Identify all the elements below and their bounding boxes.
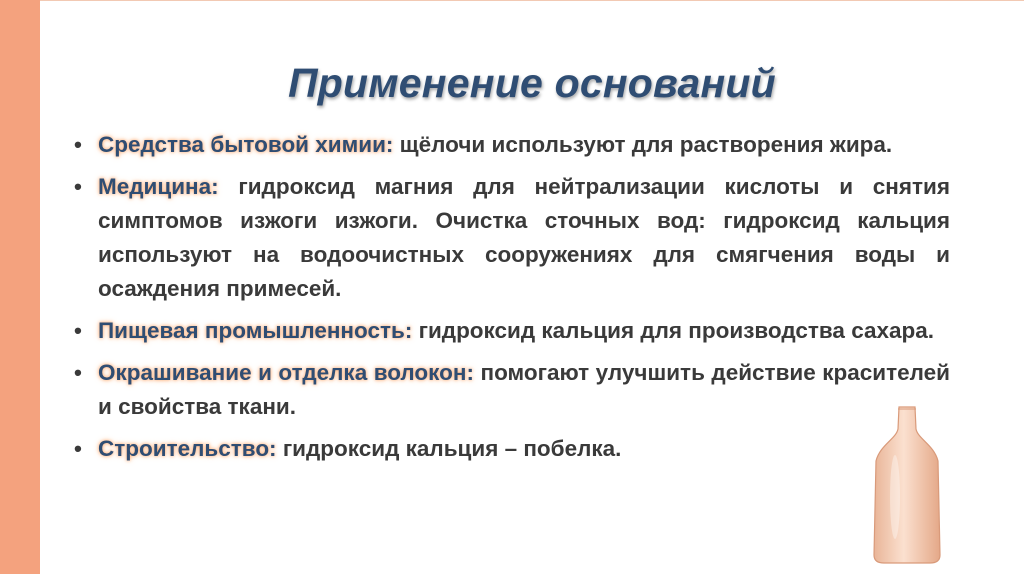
bullet-item-household-chemicals	[70, 128, 950, 162]
bullet-term: Строительство:	[98, 436, 277, 461]
bullet-term: Средства бытовой химии:	[98, 132, 394, 157]
bullet-item-medicine	[70, 170, 950, 306]
bullet-term: Медицина:	[98, 174, 219, 199]
bullet-dot-icon: •	[74, 318, 82, 343]
bullet-dot-icon: •	[74, 132, 82, 157]
bullet-dot-icon: •	[74, 360, 82, 385]
bullet-dot-icon: •	[74, 174, 82, 199]
plastic-bottle-icon	[862, 405, 952, 565]
bullet-text: гидроксид кальция – побелка.	[276, 436, 622, 461]
bullet-text: гидроксид магния для нейтрализации кислоты и снятия симптомов изжоги изжоги. Очистка сточных вод: гидроксид кальция используют на водоочистных сооружениях для смягчения воды и осаждения примесей.	[98, 174, 950, 301]
bullet-text: гидроксид кальция для производства сахара.	[412, 318, 935, 343]
bullet-text: щёлочи используют для растворения жира.	[393, 132, 893, 157]
bullet-dot-icon: •	[74, 436, 82, 461]
bullet-list	[70, 128, 950, 474]
slide-title: Применение оснований	[288, 60, 776, 106]
bullet-item-food-industry	[70, 314, 950, 348]
bullet-term: Окрашивание и отделка волокон:	[98, 360, 474, 385]
bullet-text: помогают улучшить действие красителей и свойства ткани.	[98, 360, 950, 419]
left-accent-bar	[0, 0, 40, 574]
bullet-term: Пищевая промышленность:	[98, 318, 413, 343]
bullet-item-construction	[70, 432, 950, 466]
bullet-item-fiber-dyeing	[70, 356, 950, 424]
